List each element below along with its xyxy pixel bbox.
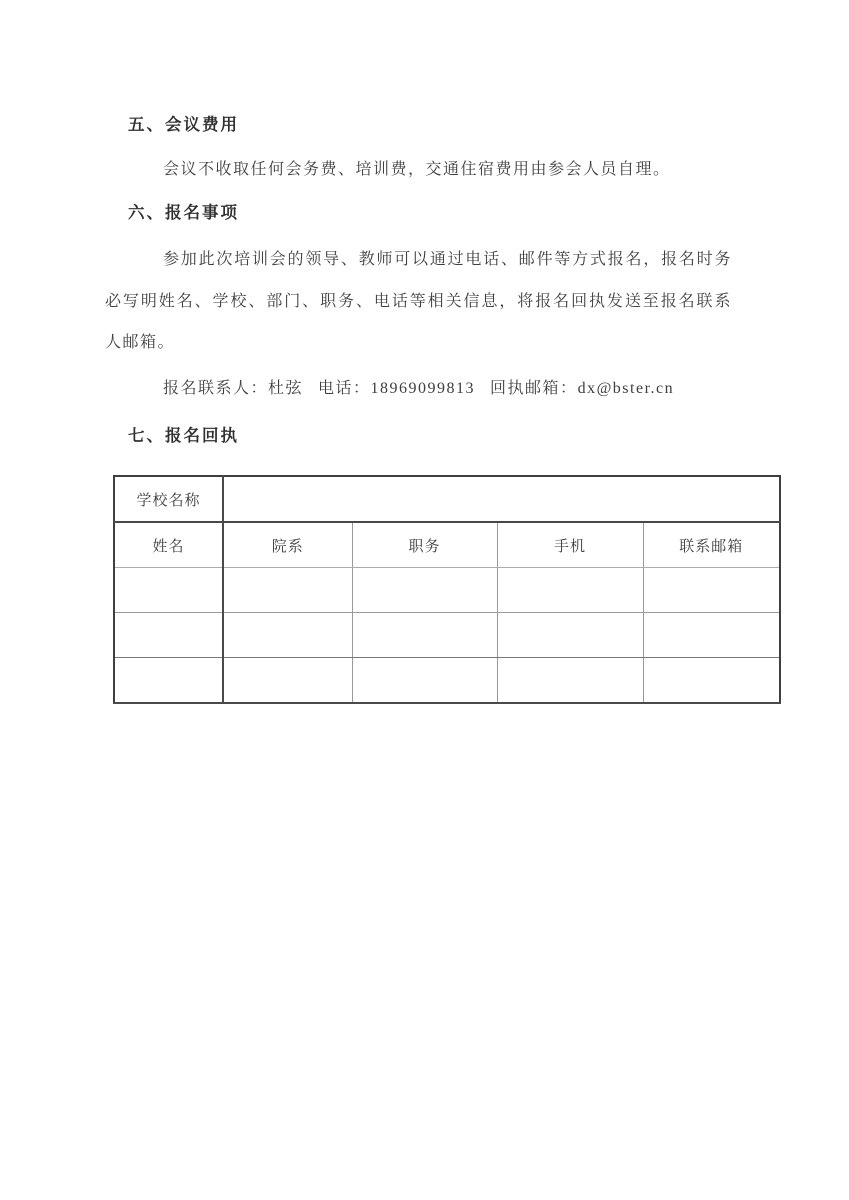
section-heading-meeting-fees: 五、会议费用 [128,115,239,134]
entry-cell-department[interactable] [223,613,352,658]
entry-cell-position[interactable] [352,613,497,658]
school-name-label-cell: 学校名称 [114,476,223,522]
entry-cell-position[interactable] [352,658,497,704]
header-cell-department: 院系 [223,522,352,568]
contact-line [105,368,732,410]
column-header-row [114,522,780,568]
entry-cell-mobile[interactable] [497,568,643,613]
entry-row [114,613,780,658]
header-cell-mobile: 手机 [497,522,643,568]
entry-cell-name[interactable] [114,613,223,658]
registration-receipt-table [113,475,781,704]
meeting-fees-paragraph: 会议不收取任何会务费、培训费，交通住宿费用由参会人员自理。 [163,161,671,178]
school-name-row [114,476,780,522]
entry-row [114,568,780,613]
contact-email-label: 回执邮箱： [490,380,578,397]
entry-cell-email[interactable] [643,613,780,658]
school-name-value-cell[interactable] [223,476,780,522]
contact-phone-label: 电话： [318,380,371,397]
entry-cell-email[interactable] [643,658,780,704]
entry-cell-email[interactable] [643,568,780,613]
contact-person-label: 报名联系人： [163,380,269,397]
contact-person-name: 杜弦 [268,380,304,397]
entry-cell-mobile[interactable] [497,658,643,704]
entry-row [114,658,780,704]
entry-cell-mobile[interactable] [497,613,643,658]
contact-phone-number: 18969099813 [370,380,476,397]
entry-cell-department[interactable] [223,568,352,613]
entry-cell-department[interactable] [223,658,352,704]
section-heading-receipt: 七、报名回执 [128,426,239,445]
header-cell-email: 联系邮箱 [643,522,780,568]
entry-cell-name[interactable] [114,568,223,613]
registration-paragraph: 参加此次培训会的领导、教师可以通过电话、邮件等方式报名，报名时务必写明姓名、学校、部门、职务、电话等相关信息，将报名回执发送至报名联系人邮箱。 [105,251,732,351]
header-cell-position: 职务 [352,522,497,568]
section-heading-registration: 六、报名事项 [128,203,239,222]
entry-cell-position[interactable] [352,568,497,613]
contact-email-address: dx@bster.cn [577,380,675,397]
header-cell-name: 姓名 [114,522,223,568]
entry-cell-name[interactable] [114,658,223,704]
